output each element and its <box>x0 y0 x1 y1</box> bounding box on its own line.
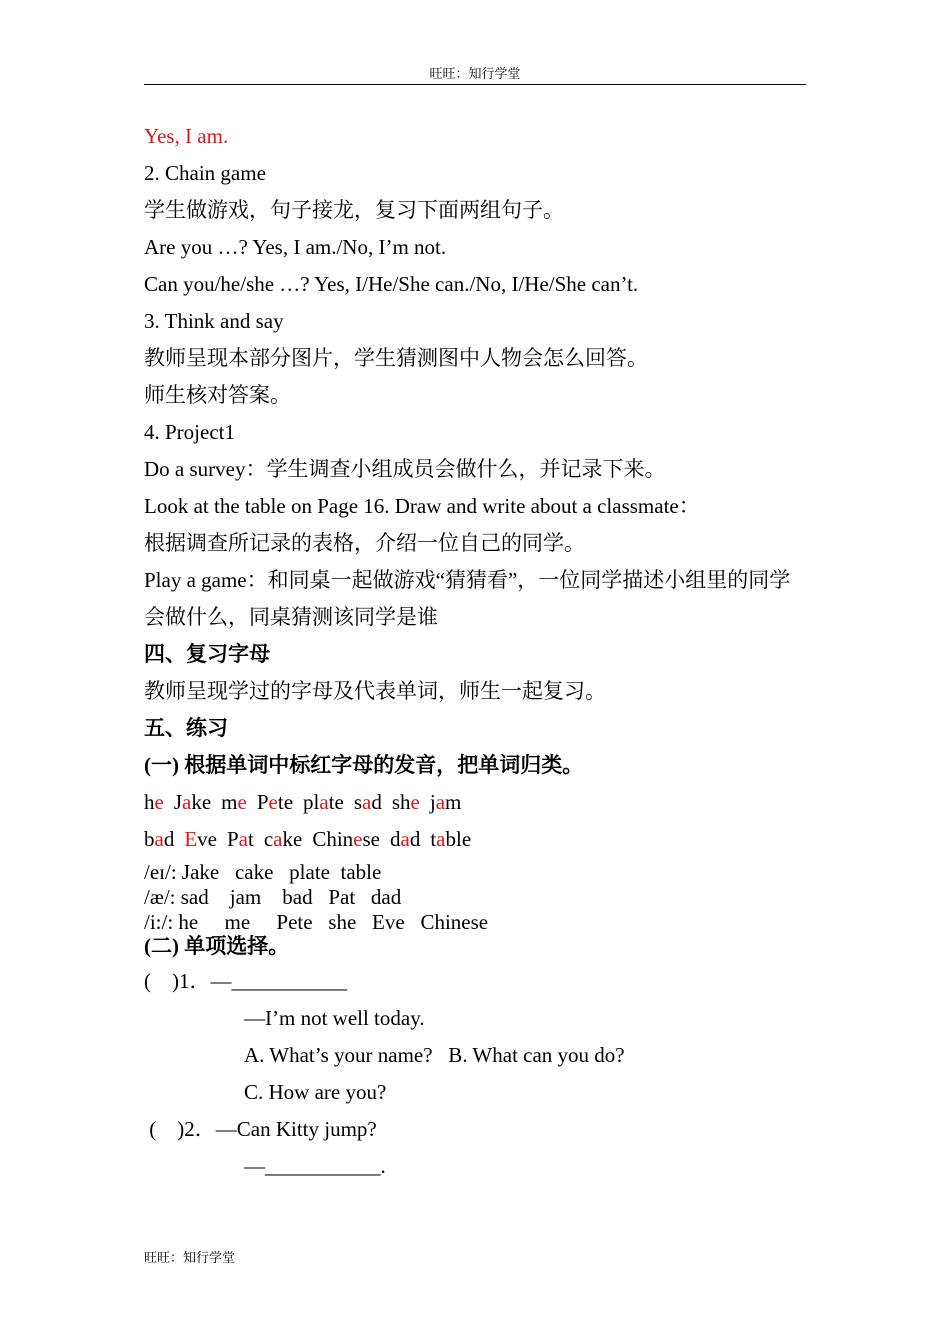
highlighted-letter: a <box>400 827 410 851</box>
intro-line: 根据调查所记录的表格，介绍一位自己的同学。 <box>144 531 585 555</box>
question-1-option-c: C. How are you? <box>244 1080 387 1104</box>
step-chain-game: 2. Chain game <box>144 161 266 185</box>
think-description: 教师呈现本部分图片，学生猜测图中人物会怎么回答。 <box>144 346 648 370</box>
word: dad <box>390 827 421 851</box>
question-1-options-ab: A. What’s your name? B. What can you do? <box>244 1043 625 1067</box>
part-two-heading: (二) 单项选择。 <box>144 934 290 958</box>
word: Eve <box>184 827 217 851</box>
ipa-i-line: /i:/: he me Pete she Eve Chinese <box>144 910 489 934</box>
word: plate <box>303 790 344 814</box>
word-row-2 <box>144 821 814 858</box>
highlighted-letter: a <box>319 790 329 814</box>
highlighted-letter: a <box>436 827 446 851</box>
highlighted-letter: a <box>154 827 164 851</box>
highlighted-letter: a <box>273 827 283 851</box>
look-line: Look at the table on Page 16. Draw and write about a classmate： <box>144 494 700 518</box>
highlighted-letter: E <box>184 827 198 851</box>
word: bad <box>144 827 175 851</box>
word: Jake <box>173 790 212 814</box>
part-one-heading: (一) 根据单词中标红字母的发音，把单词归类。 <box>144 753 584 777</box>
question-1-answer: —I’m not well today. <box>244 1006 425 1030</box>
word: she <box>391 790 420 814</box>
section-review-letters: 四、复习字母 <box>144 642 270 666</box>
word: Pat <box>226 827 254 851</box>
section-practice: 五、练习 <box>144 716 228 740</box>
ipa-ei-line: /eɪ/: Jake cake plate table <box>144 860 382 884</box>
play-game-line: Play a game：和同桌一起做游戏“猜猜看”，一位同学描述小组里的同学会做什么，同桌猜测该同学是谁 <box>144 568 791 629</box>
step-think-and-say: 3. Think and say <box>144 309 284 333</box>
word: table <box>430 827 472 851</box>
word: he <box>144 790 164 814</box>
word-row-1 <box>144 784 814 821</box>
highlighted-letter: a <box>435 790 446 814</box>
word: sad <box>353 790 382 814</box>
highlighted-letter: a <box>238 827 248 851</box>
survey-line: Do a survey：学生调查小组成员会做什么，并记录下来。 <box>144 457 666 481</box>
word: jam <box>429 790 462 814</box>
highlighted-letter: e <box>154 790 164 814</box>
highlighted-letter: a <box>362 790 372 814</box>
highlighted-letter: e <box>237 790 247 814</box>
highlighted-letter: e <box>410 790 420 814</box>
page-footer: 旺旺：知行学堂 <box>144 1250 236 1265</box>
ipa-ae-line: /æ/: sad jam bad Pat dad <box>144 885 402 909</box>
check-answers: 师生核对答案。 <box>144 383 291 407</box>
question-2-answer: —___________. <box>244 1154 386 1178</box>
highlighted-letter: e <box>353 827 363 851</box>
page-header: 旺旺：知行学堂 <box>144 64 806 85</box>
sentence-can-you: Can you/he/she …? Yes, I/He/She can./No, I/He/She can’t. <box>144 272 639 296</box>
step-project: 4. Project1 <box>144 420 235 444</box>
highlighted-letter: a <box>182 790 192 814</box>
review-description: 教师呈现学过的字母及代表单词，师生一起复习。 <box>144 679 606 703</box>
question-1: ( )1．—___________ <box>144 969 347 993</box>
word: cake <box>263 827 303 851</box>
word: Chinese <box>312 827 380 851</box>
answer-line: Yes, I am. <box>144 124 229 148</box>
word: me <box>221 790 247 814</box>
highlighted-letter: e <box>268 790 278 814</box>
document-body <box>144 118 814 1185</box>
word: Pete <box>256 790 294 814</box>
question-2: ( )2．—Can Kitty jump? <box>144 1117 377 1141</box>
chain-game-description: 学生做游戏，句子接龙，复习下面两组句子。 <box>144 198 564 222</box>
sentence-are-you: Are you …? Yes, I am./No, I’m not. <box>144 235 447 259</box>
